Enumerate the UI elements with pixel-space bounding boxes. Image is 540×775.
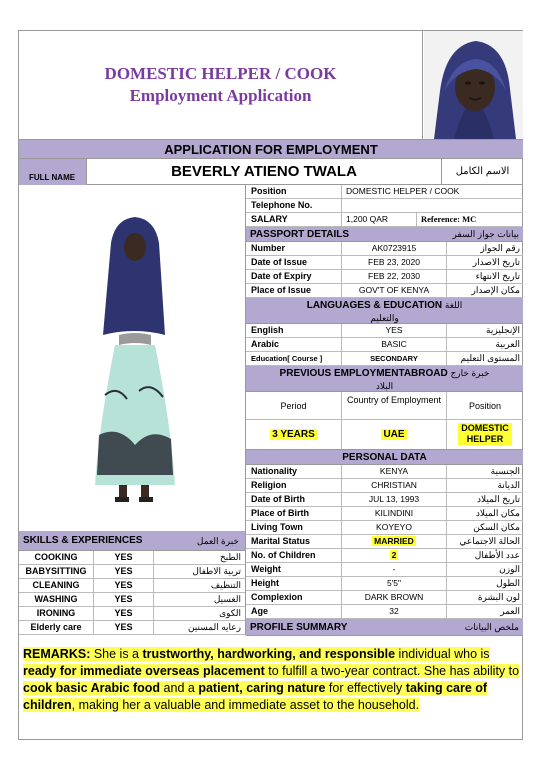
personal-value: 5'5"	[342, 577, 447, 590]
employment-position: DOMESTIC HELPER	[458, 423, 512, 445]
skill-row	[19, 579, 245, 593]
passport-value: FEB 23, 2020	[342, 256, 447, 269]
skill-value: YES	[94, 607, 154, 620]
language-label: English	[246, 324, 342, 337]
language-row	[246, 352, 523, 366]
personal-label: Religion	[246, 479, 342, 492]
full-name-arabic: الاسم الكامل	[455, 166, 510, 177]
skill-value: YES	[94, 565, 154, 578]
remarks-text-4: and a	[160, 681, 199, 695]
personal-arabic: مكان الميلاد	[475, 508, 520, 518]
personal-label: No. of Children	[246, 549, 342, 562]
personal-value: KOYEYO	[342, 521, 447, 534]
language-value: BASIC	[342, 338, 447, 351]
position-label: Position	[246, 185, 342, 198]
skill-row	[19, 621, 245, 635]
telephone-row	[246, 199, 523, 213]
col-position: Position	[468, 401, 502, 411]
personal-row	[246, 507, 523, 521]
personal-row	[246, 605, 523, 619]
languages-title-arabic-1: اللغة	[444, 300, 463, 310]
passport-arabic: رقم الجواز	[480, 243, 520, 253]
passport-rows	[246, 242, 523, 298]
personal-value: -	[342, 563, 447, 576]
personal-value: CHRISTIAN	[342, 479, 447, 492]
personal-arabic: الوزن	[499, 564, 520, 574]
language-value: SECONDARY	[342, 352, 447, 365]
language-rows	[246, 324, 523, 366]
personal-row	[246, 465, 523, 479]
passport-header	[246, 227, 523, 242]
personal-arabic: تاريخ الميلاد	[477, 494, 520, 504]
personal-value: DARK BROWN	[342, 591, 447, 604]
telephone-value	[342, 199, 523, 212]
personal-arabic: الحالة الاجتماعي	[459, 536, 520, 546]
personal-label: Nationality	[246, 465, 342, 478]
job-details	[246, 185, 523, 636]
passport-row	[246, 270, 523, 284]
language-label: Education[ Course ]	[246, 352, 342, 365]
personal-label: Place of Birth	[246, 507, 342, 520]
full-name-row	[19, 159, 523, 185]
skill-row	[19, 593, 245, 607]
personal-row	[246, 549, 523, 563]
language-label: Arabic	[246, 338, 342, 351]
skill-label: COOKING	[19, 551, 94, 564]
passport-label: Place of Issue	[246, 284, 342, 297]
language-value: YES	[342, 324, 447, 337]
skill-value: YES	[94, 621, 154, 634]
passport-row	[246, 242, 523, 256]
salary-label: SALARY	[246, 213, 342, 226]
remarks-text-5: for effectively	[325, 681, 406, 695]
personal-value: JUL 13, 1993	[342, 493, 447, 506]
personal-value: KILINDINI	[342, 507, 447, 520]
skills-rows	[19, 551, 245, 635]
personal-value: KENYA	[342, 465, 447, 478]
remarks	[23, 646, 521, 714]
passport-row	[246, 256, 523, 270]
passport-arabic: تاريخ الانتهاء	[475, 271, 520, 281]
skills-table	[19, 531, 246, 635]
employment-period: 3 YEARS	[272, 429, 315, 440]
remarks-bold-1: trustworthy, hardworking, and responsible	[142, 647, 396, 661]
skill-row	[19, 565, 245, 579]
employment-title: PREVIOUS EMPLOYMENTABROAD	[279, 368, 448, 379]
language-arabic: المستوى التعليم	[460, 353, 520, 363]
personal-label: Date of Birth	[246, 493, 342, 506]
personal-row	[246, 535, 523, 549]
header-title: DOMESTIC HELPER / COOK	[104, 64, 337, 83]
personal-value: 2	[391, 550, 397, 560]
personal-arabic: مكان السكن	[473, 522, 520, 532]
personal-row	[246, 493, 523, 507]
employment-header	[246, 366, 523, 392]
full-name-label: FULL NAME	[19, 159, 87, 185]
skill-label: BABYSITTING	[19, 565, 94, 578]
language-arabic: الإنجليزية	[486, 325, 520, 335]
skill-arabic: الكوى	[219, 608, 241, 618]
skill-label: CLEANING	[19, 579, 94, 592]
remarks-bold-2: ready for immediate overseas placement	[23, 664, 265, 678]
personal-label: Weight	[246, 563, 342, 576]
personal-value: 32	[342, 605, 447, 618]
skill-value: YES	[94, 551, 154, 564]
passport-value: AK0723915	[342, 242, 447, 255]
passport-arabic: مكان الإصدار	[471, 285, 520, 295]
personal-label: Age	[246, 605, 342, 618]
passport-row	[246, 284, 523, 298]
portrait-photo	[424, 31, 523, 139]
personal-value: MARRIED	[374, 536, 414, 546]
skill-row	[19, 607, 245, 621]
reference-value: Reference: MC	[421, 214, 477, 224]
personal-label: Height	[246, 577, 342, 590]
remarks-text-6: , making her a valuable and immediate asset to the household.	[71, 698, 420, 712]
languages-title: LANGUAGES & EDUCATION	[306, 300, 443, 311]
personal-arabic: العمر	[500, 606, 520, 616]
skill-value: YES	[94, 579, 154, 592]
personal-row	[246, 591, 523, 605]
remarks-text-2: individual who is	[395, 647, 490, 661]
language-arabic: العربية	[495, 339, 520, 349]
language-row	[246, 324, 523, 338]
employment-title-arabic-2: البلاد	[375, 381, 394, 391]
remarks-bold-3: cook basic Arabic food	[23, 681, 161, 695]
skills-title: SKILLS & EXPERIENCES	[23, 535, 143, 546]
telephone-label: Telephone No.	[246, 199, 342, 212]
passport-arabic: تاريخ الاصدار	[472, 257, 520, 267]
skill-row	[19, 551, 245, 565]
employment-values	[246, 420, 523, 450]
section-banner: APPLICATION FOR EMPLOYMENT	[19, 139, 523, 159]
personal-label: Living Town	[246, 521, 342, 534]
passport-value: GOV'T OF KENYA	[342, 284, 447, 297]
languages-title-arabic-2: والتعليم	[370, 313, 399, 323]
remarks-label: REMARKS:	[23, 647, 91, 661]
remarks-text-1: She is a	[90, 647, 143, 661]
full-body-photo	[19, 185, 246, 531]
full-name-value: BEVERLY ATIENO TWALA	[87, 159, 442, 185]
col-country: Country of Employment	[342, 392, 447, 419]
personal-arabic: عدد الأطفال	[474, 550, 520, 560]
personal-header: PERSONAL DATA	[246, 450, 523, 465]
skill-label: WASHING	[19, 593, 94, 606]
personal-row	[246, 521, 523, 535]
skill-arabic: الغسيل	[213, 594, 241, 604]
skill-arabic: التنظيف	[210, 580, 241, 590]
skills-title-arabic: خبرة العمل	[196, 536, 239, 546]
employment-title-arabic-1: خبرة خارج	[450, 368, 490, 378]
personal-arabic: لون البشرة	[477, 592, 520, 602]
skill-arabic: رعايه المسنين	[187, 622, 241, 632]
personal-arabic: الديانة	[497, 480, 520, 490]
employment-country: UAE	[383, 429, 405, 440]
remarks-text-3: to fulfill a two-year contract. She has ability to	[264, 664, 520, 678]
personal-label: Marital Status	[246, 535, 342, 548]
personal-row	[246, 577, 523, 591]
remarks-bold-4: patient, caring nature	[198, 681, 326, 695]
personal-label: Complexion	[246, 591, 342, 604]
skills-header	[19, 531, 245, 551]
personal-rows	[246, 465, 523, 619]
salary-value: 1,200 QAR	[342, 213, 417, 226]
passport-value: FEB 22, 2030	[342, 270, 447, 283]
profile-summary-header	[246, 619, 523, 636]
remarks-bold-5: taking care of children	[23, 681, 488, 712]
profile-summary-arabic: ملخص البيانات	[464, 622, 519, 632]
employment-columns	[246, 392, 523, 420]
skill-value: YES	[94, 593, 154, 606]
application-sheet	[18, 30, 523, 740]
personal-arabic: الجنسية	[490, 466, 520, 476]
languages-header	[246, 298, 523, 324]
header-subtitle: Employment Application	[129, 86, 312, 105]
skill-label: Elderly care	[19, 621, 94, 634]
skill-arabic: الطبخ	[219, 552, 241, 562]
personal-row	[246, 479, 523, 493]
passport-label: Number	[246, 242, 342, 255]
passport-label: Date of Expiry	[246, 270, 342, 283]
skill-arabic: تربية الاطفال	[192, 566, 241, 576]
personal-arabic: الطول	[496, 578, 520, 588]
salary-row	[246, 213, 523, 227]
passport-label: Date of Issue	[246, 256, 342, 269]
col-period: Period	[246, 392, 342, 419]
position-row	[246, 185, 523, 199]
skill-label: IRONING	[19, 607, 94, 620]
position-value: DOMESTIC HELPER / COOK	[346, 186, 460, 196]
profile-summary-title: PROFILE SUMMARY	[250, 622, 348, 633]
passport-title-arabic: بيانات جواز السفر	[452, 229, 519, 239]
header	[19, 31, 423, 139]
personal-row	[246, 563, 523, 577]
passport-title: PASSPORT DETAILS	[250, 229, 350, 240]
language-row	[246, 338, 523, 352]
